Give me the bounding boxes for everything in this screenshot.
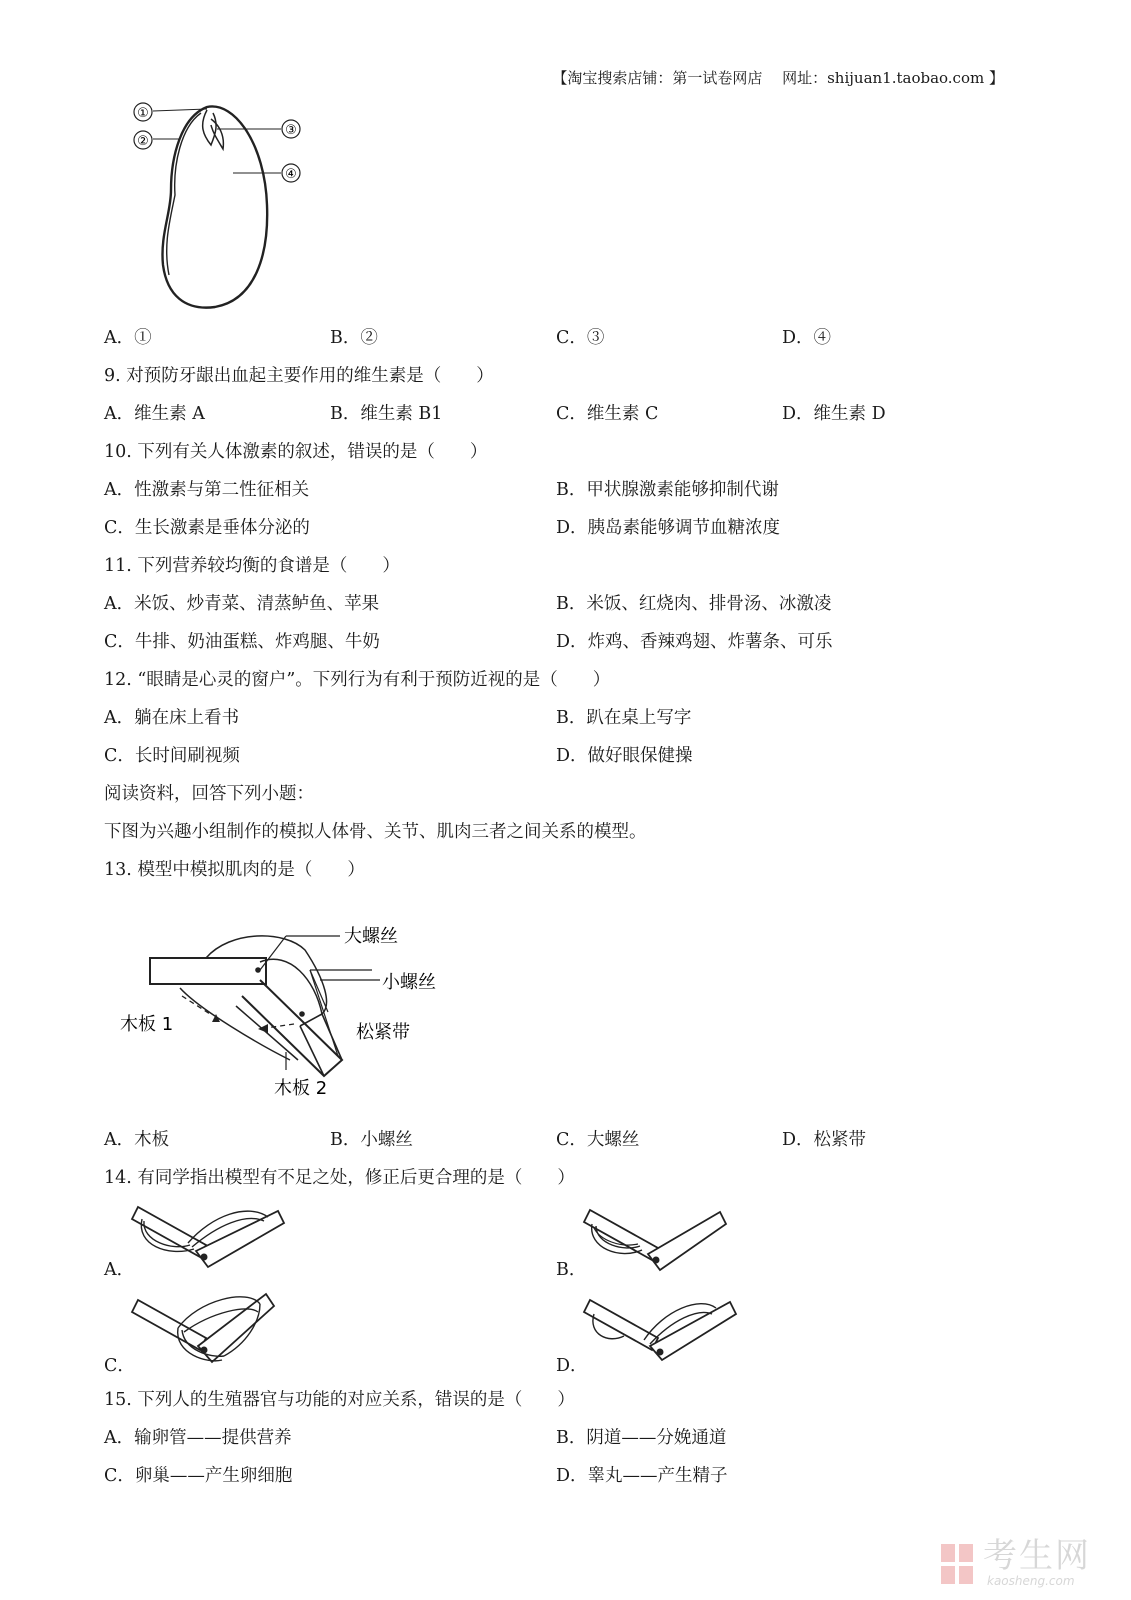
q8-option-a: A．① bbox=[104, 328, 152, 348]
q9-option-a: A．维生素 A bbox=[104, 404, 205, 424]
reading-intro: 阅读资料，回答下列小题： bbox=[104, 784, 314, 804]
q13-option-b: B．小螺丝 bbox=[330, 1130, 413, 1150]
q14-option-d: D． bbox=[556, 1356, 588, 1376]
seed-label-2: ② bbox=[137, 134, 149, 149]
seed-label-3: ③ bbox=[285, 123, 297, 138]
q12-option-c: C．长时间刷视频 bbox=[104, 746, 240, 766]
q13-option-d: D．松紧带 bbox=[782, 1130, 867, 1150]
q12-option-b: B．趴在桌上写字 bbox=[556, 708, 692, 728]
q10-option-b: B．甲状腺激素能够抑制代谢 bbox=[556, 480, 779, 500]
seed-diagram bbox=[115, 95, 325, 315]
q9-option-d: D．维生素 D bbox=[782, 404, 886, 424]
q11-option-d: D．炸鸡、香辣鸡翅、炸薯条、可乐 bbox=[556, 632, 833, 652]
seed-label-1: ① bbox=[137, 106, 149, 121]
q15-stem: 15. 下列人的生殖器官与功能的对应关系，错误的是（ ） bbox=[104, 1390, 575, 1410]
q14-option-b: B． bbox=[556, 1260, 587, 1280]
q14-figure-b bbox=[580, 1208, 740, 1278]
q14-option-c: C． bbox=[104, 1356, 135, 1376]
label-small-screw: 小螺丝 bbox=[382, 972, 436, 993]
q12-option-a: A．躺在床上看书 bbox=[104, 708, 240, 728]
watermark-name: 考生网 bbox=[983, 1536, 1091, 1576]
q13-option-a: A．木板 bbox=[104, 1130, 170, 1150]
q15-option-a: A．输卵管——提供营养 bbox=[104, 1428, 292, 1448]
q11-option-a: A．米饭、炒青菜、清蒸鲈鱼、苹果 bbox=[104, 594, 380, 614]
q9-option-c: C．维生素 C bbox=[556, 404, 659, 424]
q11-option-b: B．米饭、红烧肉、排骨汤、冰激凌 bbox=[556, 594, 832, 614]
q9-option-b: B．维生素 B1 bbox=[330, 404, 443, 424]
q15-option-d: D．睾丸——产生精子 bbox=[556, 1466, 728, 1486]
watermark bbox=[939, 1536, 1109, 1592]
seed-label-4: ④ bbox=[285, 167, 297, 182]
q10-stem: 10. 下列有关人体激素的叙述，错误的是（ ） bbox=[104, 442, 488, 462]
q15-option-c: C．卵巢——产生卵细胞 bbox=[104, 1466, 293, 1486]
q8-option-b: B．② bbox=[330, 328, 378, 348]
reading-text: 下图为兴趣小组制作的模拟人体骨、关节、肌肉三者之间关系的模型。 bbox=[104, 822, 647, 842]
q14-figure-d bbox=[580, 1296, 740, 1368]
label-board-1: 木板 1 bbox=[120, 1014, 174, 1035]
watermark-url: kaosheng.com bbox=[987, 1574, 1075, 1588]
q13-stem: 13. 模型中模拟肌肉的是（ ） bbox=[104, 860, 365, 880]
page-header: 【淘宝搜索店铺：第一试卷网店 网址：shijuan1.taobao.com 】 bbox=[552, 69, 1004, 87]
q12-option-d: D．做好眼保健操 bbox=[556, 746, 693, 766]
q8-option-d: D．④ bbox=[782, 328, 832, 348]
q11-option-c: C．牛排、奶油蛋糕、炸鸡腿、牛奶 bbox=[104, 632, 380, 652]
q15-option-b: B．阴道——分娩通道 bbox=[556, 1428, 727, 1448]
q8-option-c: C．③ bbox=[556, 328, 605, 348]
q14-figure-a bbox=[128, 1205, 288, 1275]
q14-option-a: A． bbox=[104, 1260, 135, 1280]
q10-option-d: D．胰岛素能够调节血糖浓度 bbox=[556, 518, 781, 538]
label-big-screw: 大螺丝 bbox=[344, 926, 398, 947]
q9-stem: 9. 对预防牙龈出血起主要作用的维生素是（ ） bbox=[104, 366, 494, 386]
q10-option-a: A．性激素与第二性征相关 bbox=[104, 480, 310, 500]
q14-stem: 14. 有同学指出模型有不足之处，修正后更合理的是（ ） bbox=[104, 1168, 575, 1188]
q11-stem: 11. 下列营养较均衡的食谱是（ ） bbox=[104, 556, 400, 576]
q12-stem: 12. “眼睛是心灵的窗户”。下列行为有利于预防近视的是（ ） bbox=[104, 670, 611, 690]
label-board-2: 木板 2 bbox=[274, 1078, 328, 1099]
bone-joint-muscle-model bbox=[110, 910, 450, 1110]
q14-figure-c bbox=[128, 1290, 288, 1370]
label-strap: 松紧带 bbox=[356, 1022, 410, 1043]
q13-option-c: C．大螺丝 bbox=[556, 1130, 640, 1150]
watermark-logo-icon bbox=[939, 1542, 979, 1586]
q10-option-c: C．生长激素是垂体分泌的 bbox=[104, 518, 310, 538]
